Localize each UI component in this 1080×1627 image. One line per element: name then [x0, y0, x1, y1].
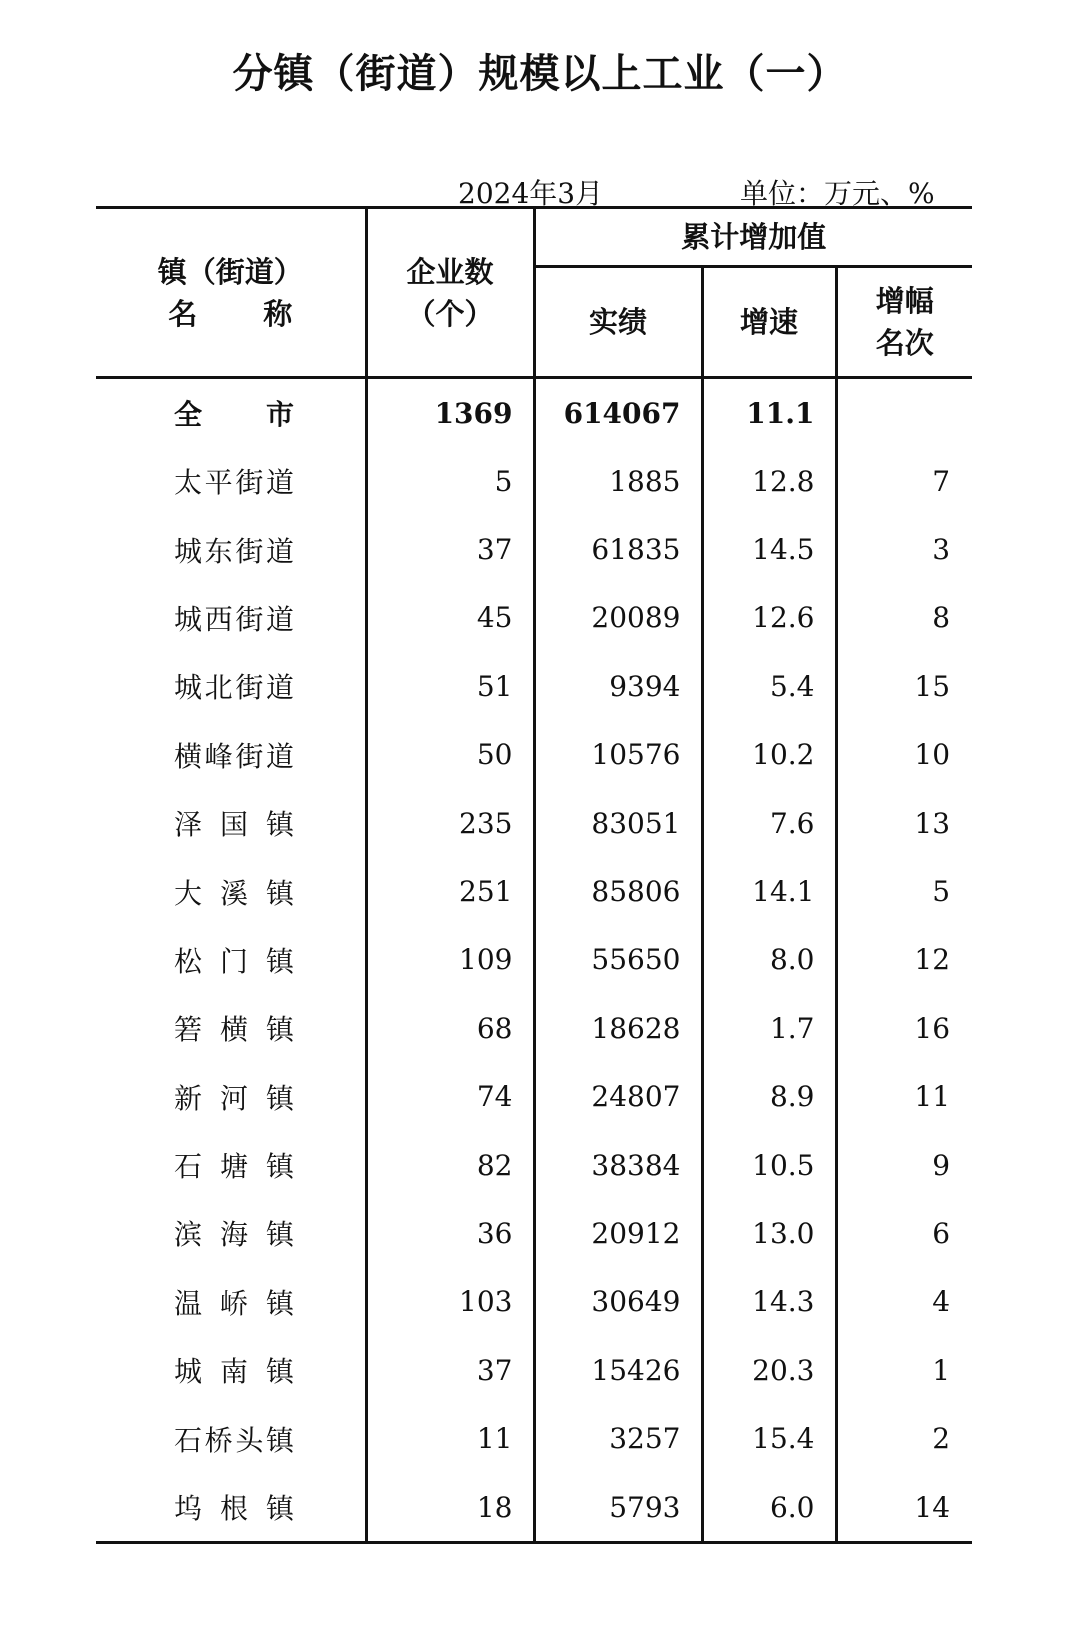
- header-cumulative-value: 累计增加值: [534, 208, 972, 267]
- cell-enterprise-count: 5: [366, 447, 534, 515]
- cell-enterprise-count: 74: [366, 1063, 534, 1131]
- cell-enterprise-count: 235: [366, 789, 534, 857]
- table-row: [96, 721, 972, 789]
- town-name-text: 滨海镇: [174, 1218, 294, 1252]
- cell-growth: 10.2: [702, 721, 836, 789]
- cell-enterprise-count: 109: [366, 926, 534, 994]
- cell-enterprise-count: 51: [366, 652, 534, 720]
- cell-growth: 20.3: [702, 1336, 836, 1404]
- cell-growth: 8.9: [702, 1063, 836, 1131]
- cell-growth: 14.1: [702, 857, 836, 925]
- town-name-text: 横峰街道: [174, 739, 294, 773]
- cell-rank: 9: [932, 1148, 951, 1182]
- cell-rank: 4: [932, 1285, 951, 1319]
- header-growth-rank: [836, 267, 972, 378]
- header-count-line1: 企业数: [406, 254, 494, 289]
- cell-rank: 12: [914, 943, 951, 977]
- cell-rank: 1: [932, 1353, 951, 1387]
- total-name: 全市: [174, 398, 294, 431]
- cell-actual: 38384: [534, 1131, 702, 1199]
- cell-actual: 9394: [534, 652, 702, 720]
- industry-table-container: [96, 206, 972, 1544]
- cell-town-name: [96, 447, 366, 515]
- cell-town-name: [96, 721, 366, 789]
- table-row: [96, 1268, 972, 1336]
- cell-town-name: [96, 1131, 366, 1199]
- cell-growth: 11.1: [702, 378, 836, 448]
- header-count-line2: （个）: [406, 296, 494, 331]
- cell-actual: 20912: [534, 1199, 702, 1267]
- cell-enterprise-count: 50: [366, 721, 534, 789]
- header-rank-line2: 名次: [875, 326, 934, 360]
- cell-actual: 30649: [534, 1268, 702, 1336]
- cell-enterprise-count: 37: [366, 1336, 534, 1404]
- cell-enterprise-count: 36: [366, 1199, 534, 1267]
- header-town-name-line2: [168, 293, 292, 335]
- town-name-text: 石桥头镇: [174, 1423, 294, 1457]
- table-row: [96, 1336, 972, 1404]
- town-name-text: 城西街道: [174, 602, 294, 636]
- cell-rank: 13: [914, 806, 951, 840]
- cell-rank: 7: [932, 464, 951, 498]
- cell-actual: 10576: [534, 721, 702, 789]
- cell-growth: 6.0: [702, 1473, 836, 1543]
- report-date: 2024年3月: [458, 177, 604, 210]
- table-row: [96, 652, 972, 720]
- cell-rank: 2: [932, 1422, 951, 1456]
- cell-actual: 3257: [534, 1404, 702, 1472]
- cell-enterprise-count: 68: [366, 994, 534, 1062]
- header-actual: 实绩: [534, 267, 702, 378]
- cell-town-name: [96, 1336, 366, 1404]
- town-name-text: 温峤镇: [174, 1286, 294, 1320]
- cell-town-name: [96, 515, 366, 583]
- table-body: [96, 378, 972, 1543]
- cell-rank: 8: [932, 601, 951, 635]
- town-name-text: 泽国镇: [174, 808, 294, 842]
- cell-growth: 12.8: [702, 447, 836, 515]
- table-row: [96, 447, 972, 515]
- cell-enterprise-count: 37: [366, 515, 534, 583]
- cell-rank: 15: [914, 669, 951, 703]
- cell-actual: 85806: [534, 857, 702, 925]
- cell-town-name: [96, 652, 366, 720]
- cell-town-name: [96, 1063, 366, 1131]
- cell-growth: 15.4: [702, 1404, 836, 1472]
- header-growth: 增速: [702, 267, 836, 378]
- header-town-name-char-a: 名: [168, 296, 198, 331]
- cell-rank: 16: [914, 1011, 951, 1045]
- cell-town-name: [96, 857, 366, 925]
- cell-town-name: [96, 789, 366, 857]
- town-name-text: 城南镇: [174, 1355, 294, 1389]
- cell-rank: 14: [836, 1473, 972, 1543]
- cell-actual: 83051: [534, 789, 702, 857]
- cell-town-name: [96, 1404, 366, 1472]
- table-row: [96, 789, 972, 857]
- cell-town-name: [96, 1268, 366, 1336]
- cell-actual: 24807: [534, 1063, 702, 1131]
- cell-actual: 18628: [534, 994, 702, 1062]
- table-row-total: [96, 378, 972, 448]
- cell-town-name: [96, 994, 366, 1062]
- town-name-text: 大溪镇: [174, 876, 294, 910]
- town-name-text: 坞根镇: [174, 1492, 294, 1526]
- header-town-name: [96, 208, 366, 378]
- cell-growth: 14.3: [702, 1268, 836, 1336]
- cell-enterprise-count: 251: [366, 857, 534, 925]
- table-header: [96, 208, 972, 378]
- town-name-text: 箬横镇: [174, 1013, 294, 1047]
- cell-actual: 1885: [534, 447, 702, 515]
- cell-actual: 20089: [534, 584, 702, 652]
- cell-town-name: [96, 1473, 366, 1543]
- cell-rank: 11: [914, 1080, 951, 1114]
- town-name-text: 新河镇: [174, 1081, 294, 1115]
- town-name-text: 城东街道: [174, 534, 294, 568]
- cell-rank: 5: [932, 875, 951, 909]
- cell-growth: 10.5: [702, 1131, 836, 1199]
- table-row: [96, 515, 972, 583]
- table-row: [96, 1473, 972, 1543]
- industry-table: [96, 206, 972, 1544]
- cell-growth: 5.4: [702, 652, 836, 720]
- cell-enterprise-count: 18: [366, 1473, 534, 1543]
- cell-town-name: [96, 584, 366, 652]
- cell-enterprise-count: 82: [366, 1131, 534, 1199]
- cell-actual: 15426: [534, 1336, 702, 1404]
- cell-enterprise-count: 103: [366, 1268, 534, 1336]
- cell-actual: 614067: [534, 378, 702, 448]
- cell-growth: 8.0: [702, 926, 836, 994]
- table-row: [96, 1063, 972, 1131]
- cell-enterprise-count: 45: [366, 584, 534, 652]
- cell-growth: 1.7: [702, 994, 836, 1062]
- cell-rank: 3: [932, 533, 951, 567]
- table-row: [96, 994, 972, 1062]
- table-row: [96, 926, 972, 994]
- cell-growth: 13.0: [702, 1199, 836, 1267]
- cell-rank: 10: [914, 738, 951, 772]
- table-row: [96, 857, 972, 925]
- cell-actual: 5793: [534, 1473, 702, 1543]
- cell-rank: 6: [932, 1216, 951, 1250]
- cell-enterprise-count: 11: [366, 1404, 534, 1472]
- cell-actual: 55650: [534, 926, 702, 994]
- cell-enterprise-count: 1369: [366, 378, 534, 448]
- town-name-text: 太平街道: [174, 466, 294, 500]
- page-title: 分镇（街道）规模以上工业（一）: [232, 51, 848, 97]
- unit-label: 单位：万元、%: [740, 177, 935, 210]
- cell-town-name: [96, 926, 366, 994]
- table-row: [96, 1131, 972, 1199]
- header-town-name-char-b: 称: [263, 296, 293, 331]
- town-name-text: 松门镇: [174, 944, 294, 978]
- header-town-name-line1: 镇（街道）: [157, 254, 303, 289]
- cell-growth: 12.6: [702, 584, 836, 652]
- table-row: [96, 1404, 972, 1472]
- town-name-text: 石塘镇: [174, 1150, 294, 1184]
- cell-town-name: [96, 1199, 366, 1267]
- table-row: [96, 1199, 972, 1267]
- table-row: [96, 584, 972, 652]
- town-name-text: 城北街道: [174, 671, 294, 705]
- cell-town-name: [96, 378, 366, 448]
- header-rank-line1: 增幅: [875, 284, 934, 318]
- cell-growth: 7.6: [702, 789, 836, 857]
- header-enterprise-count: [366, 208, 534, 378]
- cell-growth: 14.5: [702, 515, 836, 583]
- cell-actual: 61835: [534, 515, 702, 583]
- cell-rank: [836, 378, 972, 448]
